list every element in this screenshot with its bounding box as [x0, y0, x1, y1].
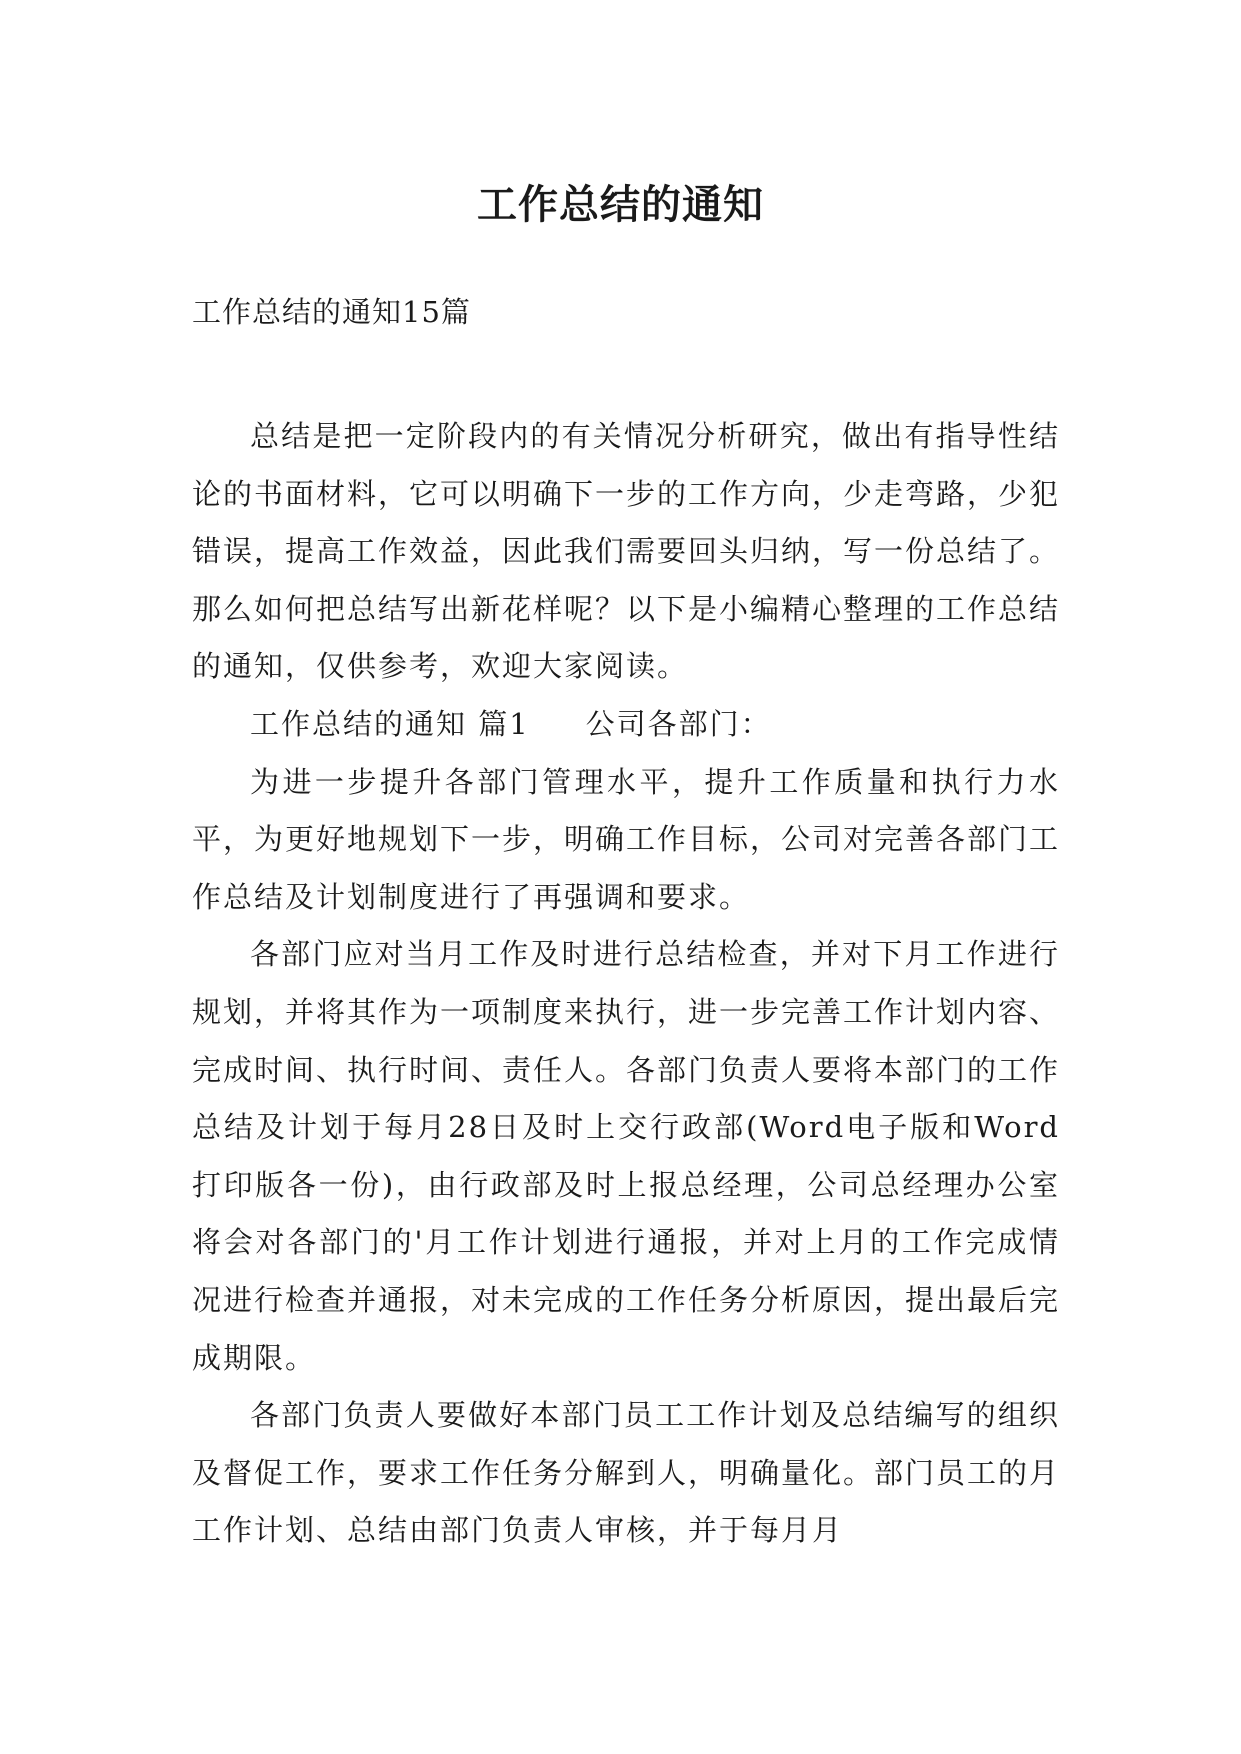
document-title: 工作总结的通知: [477, 181, 764, 228]
body-paragraph-3: 各部门负责人要做好本部门员工工作计划及总结编写的组织及督促工作，要求工作任务分解到人，明确量化。部门员工的月工作计划、总结由部门负责人审核，并于每月月: [192, 1398, 1061, 1548]
salutation: 公司各部门：: [585, 706, 772, 741]
document-body: [192, 408, 1060, 1560]
intro-paragraph: 总结是把一定阶段内的有关情况分析研究，做出有指导性结论的书面材料，它可以明确下一步的工作方向，少走弯路，少犯错误，提高工作效益，因此我们需要回头归纳，写一份总结了。那么如何把总结写出新花样呢？以下是小编精心整理的工作总结的通知，仅供参考，欢迎大家阅读。: [192, 419, 1061, 684]
document-subtitle: 工作总结的通知15篇: [192, 295, 471, 329]
section-heading: 工作总结的通知 篇1: [250, 706, 530, 741]
body-paragraph-1: 为进一步提升各部门管理水平，提升工作质量和执行力水平，为更好地规划下一步，明确工作目标，公司对完善各部门工作总结及计划制度进行了再强调和要求。: [192, 764, 1061, 914]
section-heading-line: [192, 696, 1060, 754]
body-paragraph-2: 各部门应对当月工作及时进行总结检查，并对下月工作进行规划，并将其作为一项制度来执行，进一步完善工作计划内容、完成时间、执行时间、责任人。各部门负责人要将本部门的工作总结及计划于每月28日及时上交行政部(Word电子版和Word打印版各一份)，由行政部及时上报总经理，公司总经理办公室将会对各部门的'月工作计划进行通报，并对上月的工作完成情况进行检查并通报，对未完成的工作任务分析原因，提出最后完成期限。: [192, 937, 1061, 1375]
